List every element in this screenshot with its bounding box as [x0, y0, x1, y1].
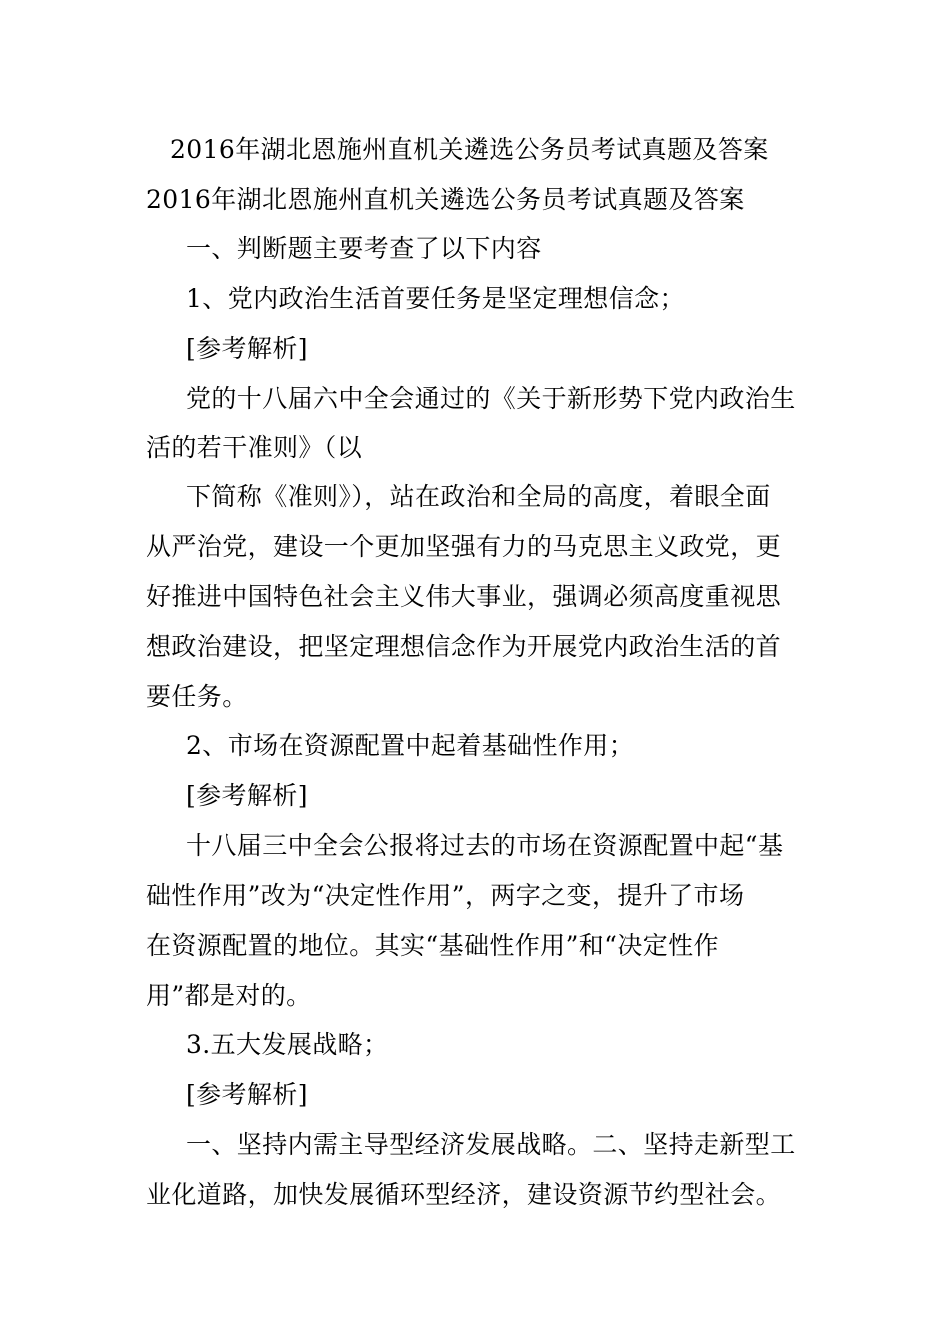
- answer-label-1: [参考解析]: [186, 334, 308, 363]
- document-title: 2016年湖北恩施州直机关遴选公务员考试真题及答案: [170, 135, 769, 164]
- document-subtitle: 2016年湖北恩施州直机关遴选公务员考试真题及答案: [146, 185, 745, 214]
- explanation-1-line-2: 活的若干准则》（以: [146, 433, 363, 462]
- explanation-1-line-7: 要任务。: [146, 682, 248, 711]
- explanation-1-line-1: 党的十八届六中全会通过的《关于新形势下党内政治生: [186, 384, 796, 413]
- explanation-2-line-1: 十八届三中全会公报将过去的市场在资源配置中起“基: [186, 831, 784, 860]
- explanation-3-line-2: 业化道路，加快发展循环型经济，建设资源节约型社会。: [146, 1180, 782, 1209]
- explanation-1-line-3: 下简称《准则》），站在政治和全局的高度，着眼全面: [186, 482, 771, 511]
- explanation-2-line-4: 用”都是对的。: [146, 981, 312, 1010]
- answer-label-3: [参考解析]: [186, 1080, 308, 1109]
- question-3: 3.五大发展战略；: [186, 1030, 389, 1059]
- explanation-3-line-1: 一、坚持内需主导型经济发展战略。二、坚持走新型工: [186, 1130, 796, 1159]
- explanation-1-line-5: 好推进中国特色社会主义伟大事业，强调必须高度重视思: [146, 582, 782, 611]
- answer-label-2: [参考解析]: [186, 781, 308, 810]
- explanation-2-line-2: 础性作用”改为“决定性作用”，两字之变，提升了市场: [146, 881, 745, 910]
- explanation-1-line-6: 想政治建设，把坚定理想信念作为开展党内政治生活的首: [146, 632, 782, 661]
- question-2: 2、市场在资源配置中起着基础性作用；: [186, 731, 635, 760]
- explanation-2-line-3: 在资源配置的地位。其实“基础性作用”和“决定性作: [146, 931, 719, 960]
- section-heading: 一、判断题主要考查了以下内容: [186, 234, 542, 263]
- explanation-1-line-4: 从严治党，建设一个更加坚强有力的马克思主义政党，更: [146, 532, 782, 561]
- question-1: 1、党内政治生活首要任务是坚定理想信念；: [186, 284, 685, 313]
